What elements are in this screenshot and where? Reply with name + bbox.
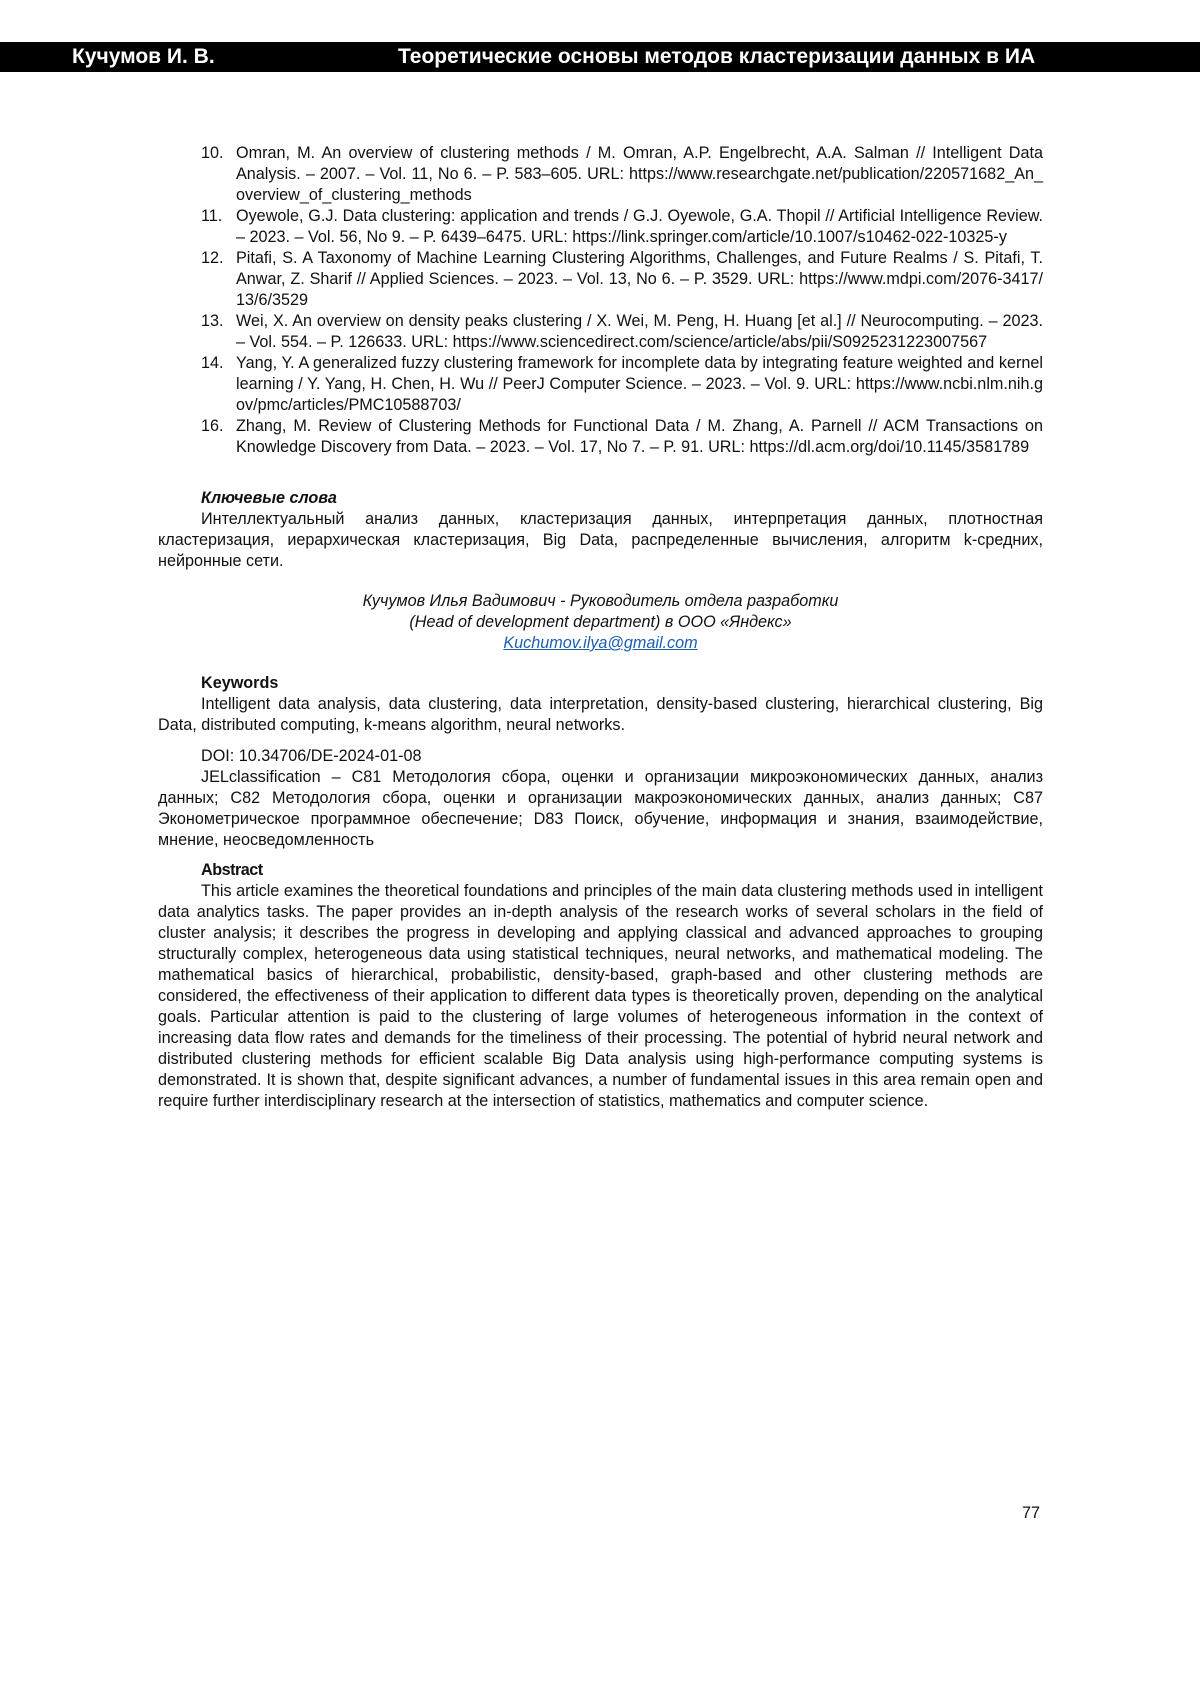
reference-url[interactable]: https://link.springer.com/article/10.1007/s10462-022-10325-y xyxy=(572,228,1007,246)
header-author: Кучумов И. В. xyxy=(72,42,215,72)
reference-item xyxy=(158,143,1043,206)
reference-url[interactable]: https://www.mdpi.com/2076-3417/13/6/3529 xyxy=(236,270,1043,309)
reference-item xyxy=(158,416,1043,458)
reference-url[interactable]: https://www.ncbi.nlm.nih.gov/pmc/articles/PMC10588703/ xyxy=(236,375,1043,414)
reference-item xyxy=(158,206,1043,248)
reference-number: 14. xyxy=(201,353,224,374)
reference-item xyxy=(158,353,1043,416)
page-content xyxy=(158,143,1043,1112)
header-title: Теоретические основы методов кластеризации данных в ИА xyxy=(398,42,1035,72)
keywords-en-section xyxy=(158,673,1043,736)
reference-number: 12. xyxy=(201,248,224,269)
reference-list xyxy=(158,143,1043,458)
keywords-ru-text: Интеллектуальный анализ данных, кластеризация данных, интерпретация данных, плотностная кластеризация, иерархическая кластеризация, Big Data, распределенные вычисления, алгоритм k-средних, нейронные сети. xyxy=(158,509,1043,572)
reference-item xyxy=(158,311,1043,353)
reference-text: Yang, Y. A generalized fuzzy clustering framework for incomplete data by integrating feature weighted and kernel learning / Y. Yang, H. Chen, H. Wu // PeerJ Computer Science. – 2023. – Vol. 9. URL: xyxy=(236,354,1043,393)
jel-classification: JELclassification – C81 Методология сбора, оценки и организации микроэкономических данных, анализ данных; C82 Методология сбора, оценки и организации макроэкономических данных, анализ данных; C87 Эконометрическое программное обеспечение; D83 Поиск, обучение, информация и знания, взаимодействие, мнение, неосведомленность xyxy=(158,767,1043,851)
reference-url[interactable]: https://dl.acm.org/doi/10.1145/3581789 xyxy=(750,438,1030,456)
doi-line: DOI: 10.34706/DE-2024-01-08 xyxy=(158,746,1043,767)
running-header xyxy=(0,42,1200,72)
reference-number: 16. xyxy=(201,416,224,437)
keywords-en-text: Intelligent data analysis, data clustering, data interpretation, density-based clustering, hierarchical clustering, Big Data, distributed computing, k-means algorithm, neural networks. xyxy=(158,694,1043,736)
author-email-link[interactable]: Kuchumov.ilya@gmail.com xyxy=(503,634,697,652)
keywords-en-heading: Keywords xyxy=(201,673,1043,694)
reference-url[interactable]: https://www.researchgate.net/publication/220571682_An_overview_of_clustering_methods xyxy=(236,165,1043,204)
keywords-ru-section xyxy=(158,488,1043,572)
reference-number: 13. xyxy=(201,311,224,332)
reference-text: Wei, X. An overview on density peaks clustering / X. Wei, M. Peng, H. Huang [et al.] // Neurocomputing. – 2023. – Vol. 554. – P. 126633. URL: xyxy=(236,312,1043,351)
reference-text: Pitafi, S. A Taxonomy of Machine Learning Clustering Algorithms, Challenges, and Future Realms / S. Pitafi, T. Anwar, Z. Sharif // Applied Sciences. – 2023. – Vol. 13, No 6. – P. 3529. URL: xyxy=(236,249,1043,288)
reference-text: Oyewole, G.J. Data clustering: application and trends / G.J. Oyewole, G.A. Thopil // Artificial Intelligence Review. – 2023. – Vol. 56, No 9. – P. 6439–6475. URL: xyxy=(236,207,1043,246)
reference-item xyxy=(158,248,1043,311)
reference-text: Zhang, M. Review of Clustering Methods for Functional Data / M. Zhang, A. Parnell // ACM Transactions on Knowledge Discovery from Data. – 2023. – Vol. 17, No 7. – P. 91. URL: xyxy=(236,417,1043,456)
author-info xyxy=(158,591,1043,654)
reference-url[interactable]: https://www.sciencedirect.com/science/article/abs/pii/S0925231223007567 xyxy=(453,333,988,351)
author-name-line: Кучумов Илья Вадимович - Руководитель отдела разработки xyxy=(158,591,1043,612)
reference-number: 10. xyxy=(201,143,224,164)
page-number: 77 xyxy=(1022,1504,1040,1523)
abstract-text: This article examines the theoretical foundations and principles of the main data clustering methods used in intelligent data analytics tasks. The paper provides an in-depth analysis of the research works of several scholars in the field of cluster analysis; it describes the progress in developing and applying classical and advanced approaches to grouping structurally complex, heterogeneous data using statistical techniques, neural networks, and mathematical modeling. The mathematical basics of hierarchical, probabilistic, density-based, graph-based and other clustering methods are considered, the effectiveness of their application to different data types is theoretically proven, depending on the analytical goals. Particular attention is paid to the clustering of large volumes of heterogeneous information in the context of increasing data flow rates and demands for the timeliness of their processing. The potential of hybrid neural network and distributed clustering methods for efficient scalable Big Data analysis using high-performance computing systems is demonstrated. It is shown that, despite significant advances, a number of fundamental issues in this area remain open and require further interdisciplinary research at the intersection of statistics, mathematics and computer science. xyxy=(158,881,1043,1112)
reference-text: Omran, M. An overview of clustering methods / M. Omran, A.P. Engelbrecht, A.A. Salman // Intelligent Data Analysis. – 2007. – Vol. 11, No 6. – P. 583–605. URL: xyxy=(236,144,1043,183)
reference-number: 11. xyxy=(201,206,222,227)
author-position-line: (Head of development department) в ООО «Яндекс» xyxy=(158,612,1043,633)
abstract-heading: Abstract xyxy=(201,860,1043,881)
keywords-ru-heading: Ключевые слова xyxy=(201,488,1043,509)
